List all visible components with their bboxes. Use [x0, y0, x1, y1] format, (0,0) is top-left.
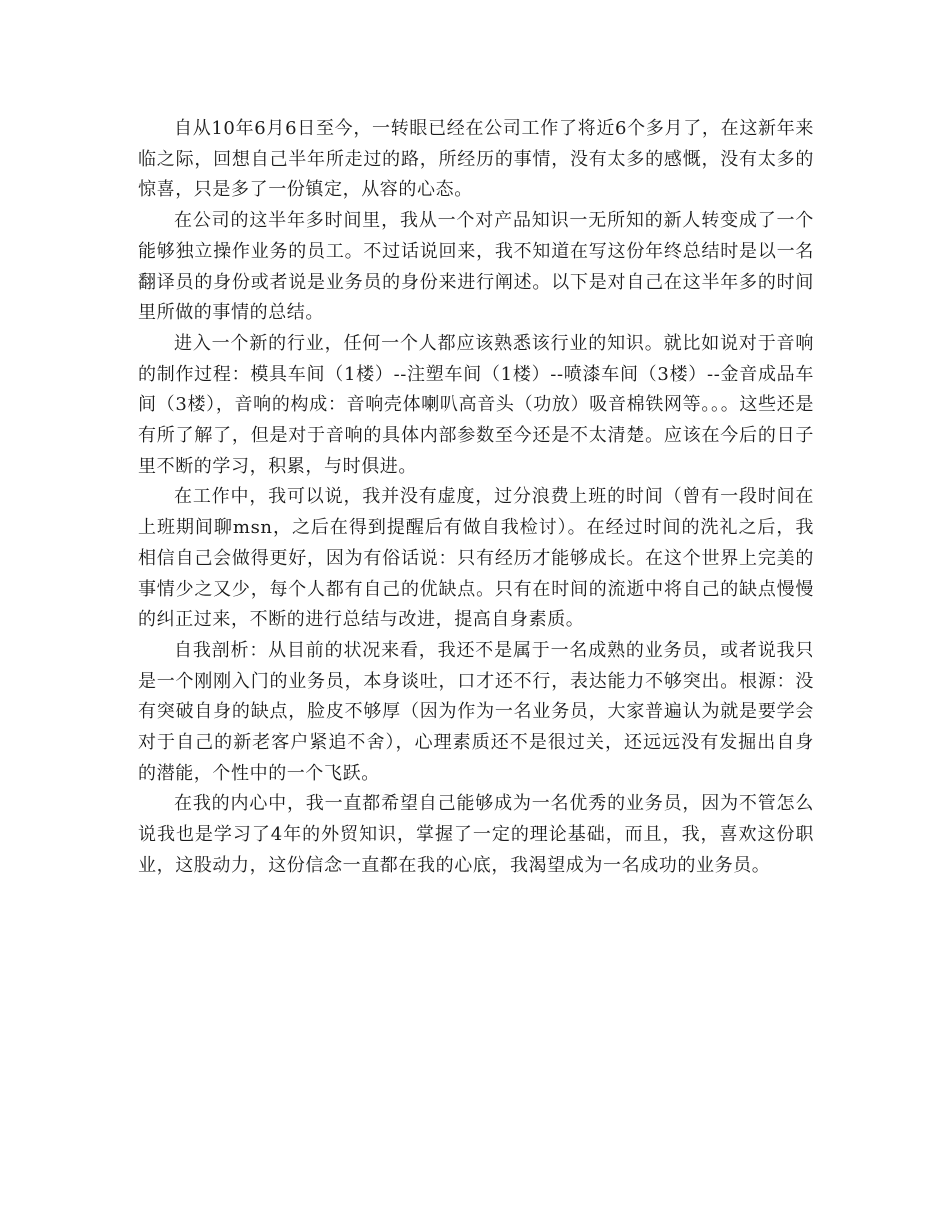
- paragraph-1: 自从10年6月6日至今，一转眼已经在公司工作了将近6个多月了，在这新年来临之际，回想自己半年所走过的路，所经历的事情，没有太多的感慨，没有太多的惊喜，只是多了一份镇定，从容的心态。: [138, 118, 814, 201]
- paragraph-5: 自我剖析：从目前的状况来看，我还不是属于一名成熟的业务员，或者说我只是一个刚刚入门的业务员，本身谈吐，口才还不行，表达能力不够突出。根源：没有突破自身的缺点，脸皮不够厚（因为作为一名业务员，大家普遍认为就是要学会对于自己的新老客户紧追不舍），心理素质还不是很过关，还远远没有发掘出自身的潜能，个性中的一个飞跃。: [138, 639, 814, 784]
- paragraph-3: 进入一个新的行业，任何一个人都应该熟悉该行业的知识。就比如说对于音响的制作过程：模具车间（1楼）--注塑车间（1楼）--喷漆车间（3楼）--金音成品车间（3楼），音响的构成：音响壳体喇叭高音头（功放）吸音棉铁网等。。。这些还是有所了解了，但是对于音响的具体内部参数至今还是不太清楚。应该在今后的日子里不断的学习，积累，与时俱进。: [138, 332, 814, 477]
- paragraph-6: 在我的内心中，我一直都希望自己能够成为一名优秀的业务员，因为不管怎么说我也是学习了4年的外贸知识，掌握了一定的理论基础，而且，我，喜欢这份职业，这股动力，这份信念一直都在我的心底，我渴望成为一名成功的业务员。: [138, 793, 814, 876]
- paragraph-4: 在工作中，我可以说，我并没有虚度，过分浪费上班的时间（曾有一段时间在上班期间聊msn，之后在得到提醒后有做自我检讨）。在经过时间的洗礼之后，我相信自己会做得更好，因为有俗话说：只有经历才能够成长。在这个世界上完美的事情少之又少，每个人都有自己的优缺点。只有在时间的流逝中将自己的缺点慢慢的纠正过来，不断的进行总结与改进，提高自身素质。: [138, 486, 814, 631]
- paragraph-2: 在公司的这半年多时间里，我从一个对产品知识一无所知的新人转变成了一个能够独立操作业务的员工。不过话说回来，我不知道在写这份年终总结时是以一名翻译员的身份或者说是业务员的身份来进行阐述。以下是对自己在这半年多的时间里所做的事情的总结。: [138, 210, 814, 324]
- document-body: [138, 114, 814, 882]
